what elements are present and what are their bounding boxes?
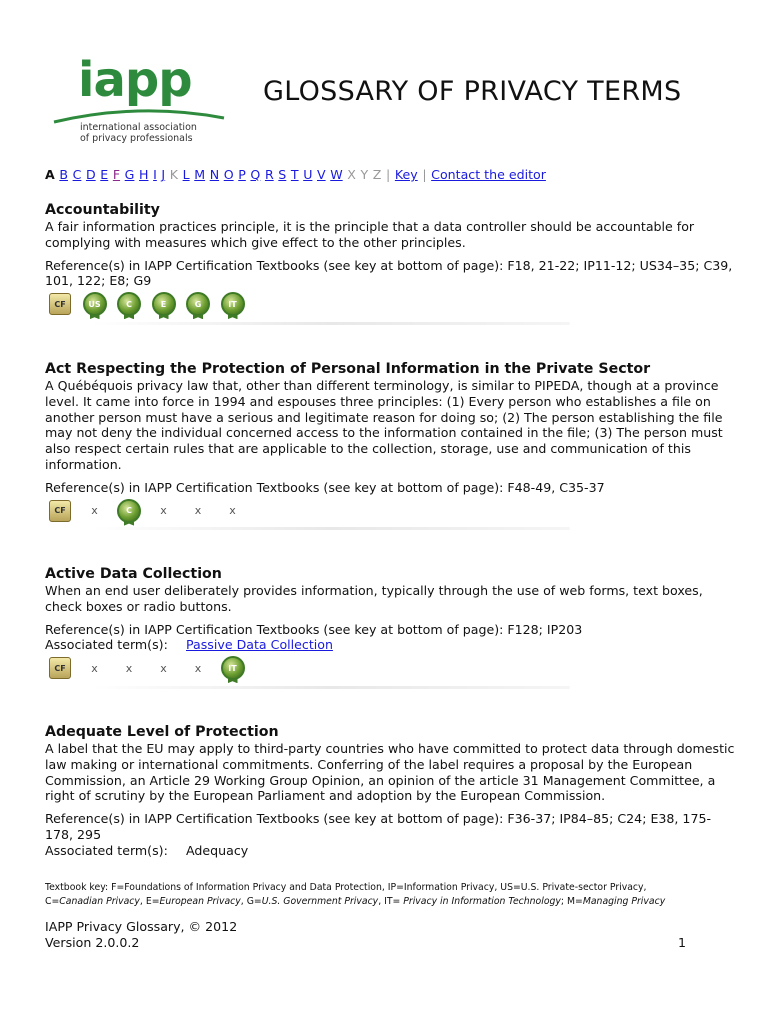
textbook-badges (45, 654, 735, 682)
associated-term-text: Adequacy (186, 842, 249, 858)
term-heading: Accountability (45, 202, 160, 218)
badge-cf-icon: CF (45, 498, 75, 524)
associated-terms (45, 843, 735, 859)
page-footer (45, 919, 237, 951)
alphabet-letter-r[interactable]: R (264, 167, 274, 182)
term-references: Reference(s) in IAPP Certification Textbooks (see key at bottom of page): F128; IP203 (45, 621, 583, 637)
term-heading: Act Respecting the Protection of Personal Information in the Private Sector (45, 361, 651, 377)
badge-cf-icon: CF (45, 655, 75, 681)
alphabet-letter-m[interactable]: M (194, 167, 206, 182)
alphabet-letter-b[interactable]: B (59, 167, 68, 182)
associated-terms-label: Associated term(s): (45, 842, 168, 858)
associated-term-link[interactable]: Passive Data Collection (186, 637, 333, 653)
alphabet-nav (45, 167, 550, 182)
badge-it-seal-icon: IT (218, 655, 248, 681)
badge-cf-icon: CF (45, 291, 75, 317)
nav-separator: | (422, 167, 427, 182)
badge-not-applicable: x (194, 504, 202, 518)
glossary-entry (45, 566, 735, 682)
nav-separator: | (386, 167, 391, 182)
term-references: Reference(s) in IAPP Certification Textbooks (see key at bottom of page): F48-49, C35-37 (45, 479, 605, 495)
term-definition: When an end user deliberately provides information, typically through the use of web forms, text boxes, check boxes or radio buttons. (45, 583, 703, 614)
term-heading: Active Data Collection (45, 566, 222, 582)
term-references: Reference(s) in IAPP Certification Textbooks (see key at bottom of page): F18, 21-22; IP11-12; US34–35; C39, 101, 122; E8; G9 (45, 257, 733, 289)
badge-not-applicable: x (194, 661, 202, 675)
glossary-entry (45, 724, 735, 859)
alphabet-letter-v[interactable]: V (317, 167, 326, 182)
alphabet-letter-l[interactable]: L (182, 167, 190, 182)
alphabet-letter-h[interactable]: H (139, 167, 149, 182)
iapp-logo (52, 52, 227, 147)
version-line: Version 2.0.0.2 (45, 934, 140, 950)
alphabet-letter-g[interactable]: G (124, 167, 135, 182)
page-title: GLOSSARY OF PRIVACY TERMS (263, 76, 682, 107)
alphabet-letter-y: Y (360, 167, 369, 182)
divider (90, 527, 570, 530)
alphabet-letter-w[interactable]: W (330, 167, 343, 182)
alphabet-letter-d[interactable]: D (85, 167, 96, 182)
alphabet-letter-f[interactable]: F (112, 167, 121, 182)
logo-word: iapp (78, 52, 192, 108)
badge-not-applicable: x (91, 504, 98, 518)
alphabet-letter-u[interactable]: U (303, 167, 313, 182)
badge-not-applicable: x (160, 504, 167, 518)
alphabet-letter-o[interactable]: O (223, 167, 234, 182)
badge-c-seal-icon: C (114, 291, 144, 317)
textbook-badges (45, 497, 735, 525)
alphabet-letter-c[interactable]: C (72, 167, 82, 182)
alphabet-letter-a: A (45, 167, 55, 182)
divider (90, 686, 570, 689)
badge-not-applicable: x (91, 661, 98, 675)
alphabet-letter-t[interactable]: T (290, 167, 299, 182)
alphabet-letter-i[interactable]: I (153, 167, 157, 182)
glossary-entry (45, 361, 735, 525)
logo-arc-icon (52, 102, 227, 124)
badge-it-seal-icon: IT (218, 291, 248, 317)
key-link[interactable]: Key (394, 167, 418, 182)
contact-editor-link[interactable]: Contact the editor (431, 167, 546, 182)
alphabet-letter-n[interactable]: N (209, 167, 220, 182)
term-definition: A label that the EU may apply to third-party countries who have committed to protect data through domestic law making or international commitments. Conferring of the label requires a proposal by the European Commission, an Article 29 Working Group Opinion, an opinion of the article 31 Management Committee, a right of scrutiny by the European Parliament and adoption by the European Commission. (45, 741, 735, 804)
badge-g-seal-icon: G (183, 291, 213, 317)
badge-not-applicable: x (125, 661, 133, 675)
textbook-badges (45, 290, 735, 318)
alphabet-letter-j[interactable]: J (161, 167, 166, 182)
divider (90, 322, 570, 325)
alphabet-letter-z: Z (372, 167, 382, 182)
associated-terms (45, 637, 735, 653)
badge-not-applicable: x (160, 661, 167, 675)
term-definition: A fair information practices principle, it is the principle that a data controller should be accountable for complying with measures which give effect to the other principles. (45, 219, 695, 250)
copyright-line: IAPP Privacy Glossary, © 2012 (45, 919, 238, 934)
badge-us-seal-icon: US (80, 291, 110, 317)
alphabet-letter-k: K (169, 167, 178, 182)
associated-terms-label: Associated term(s): (45, 637, 168, 653)
badge-e-seal-icon: E (149, 291, 179, 317)
alphabet-letter-e[interactable]: E (100, 167, 109, 182)
badge-c-seal-icon: C (114, 498, 144, 524)
alphabet-letter-x: X (347, 167, 356, 182)
term-references: Reference(s) in IAPP Certification Textbooks (see key at bottom of page): F36-37; IP84–85; C24; E38, 175-178, 295 (45, 811, 712, 842)
alphabet-letter-p[interactable]: P (238, 167, 246, 182)
alphabet-letter-q[interactable]: Q (250, 167, 261, 182)
logo-subtitle: international association of privacy professionals (80, 122, 197, 144)
glossary-entry (45, 202, 735, 318)
alphabet-letter-s[interactable]: S (278, 167, 287, 182)
badge-not-applicable: x (229, 504, 236, 518)
term-heading: Adequate Level of Protection (45, 724, 279, 740)
textbook-key: Textbook key: F=Foundations of Information Privacy and Data Protection, IP=Information Privacy, US=U.S. Private-sector Privacy, C=Canadian Privacy, E=European Privacy, G=U.S. Government Privacy, IT= Privacy in Information Technology; M=Managing Privacy (45, 882, 666, 907)
term-definition: A Québéquois privacy law that, other than different terminology, is similar to PIPEDA, though at a province level. It came into force in 1994 and espouses three principles: (1) Every person who establishes a file on another person must have a serious and legitimate reason for doing so; (2) The person establishing the file may not deny the individual concerned access to the information contained in the file; (3) The person must also respect certain rules that are applicable to the collection, storage, use and communication of this information. (45, 378, 723, 472)
page-number: 1 (678, 935, 687, 950)
